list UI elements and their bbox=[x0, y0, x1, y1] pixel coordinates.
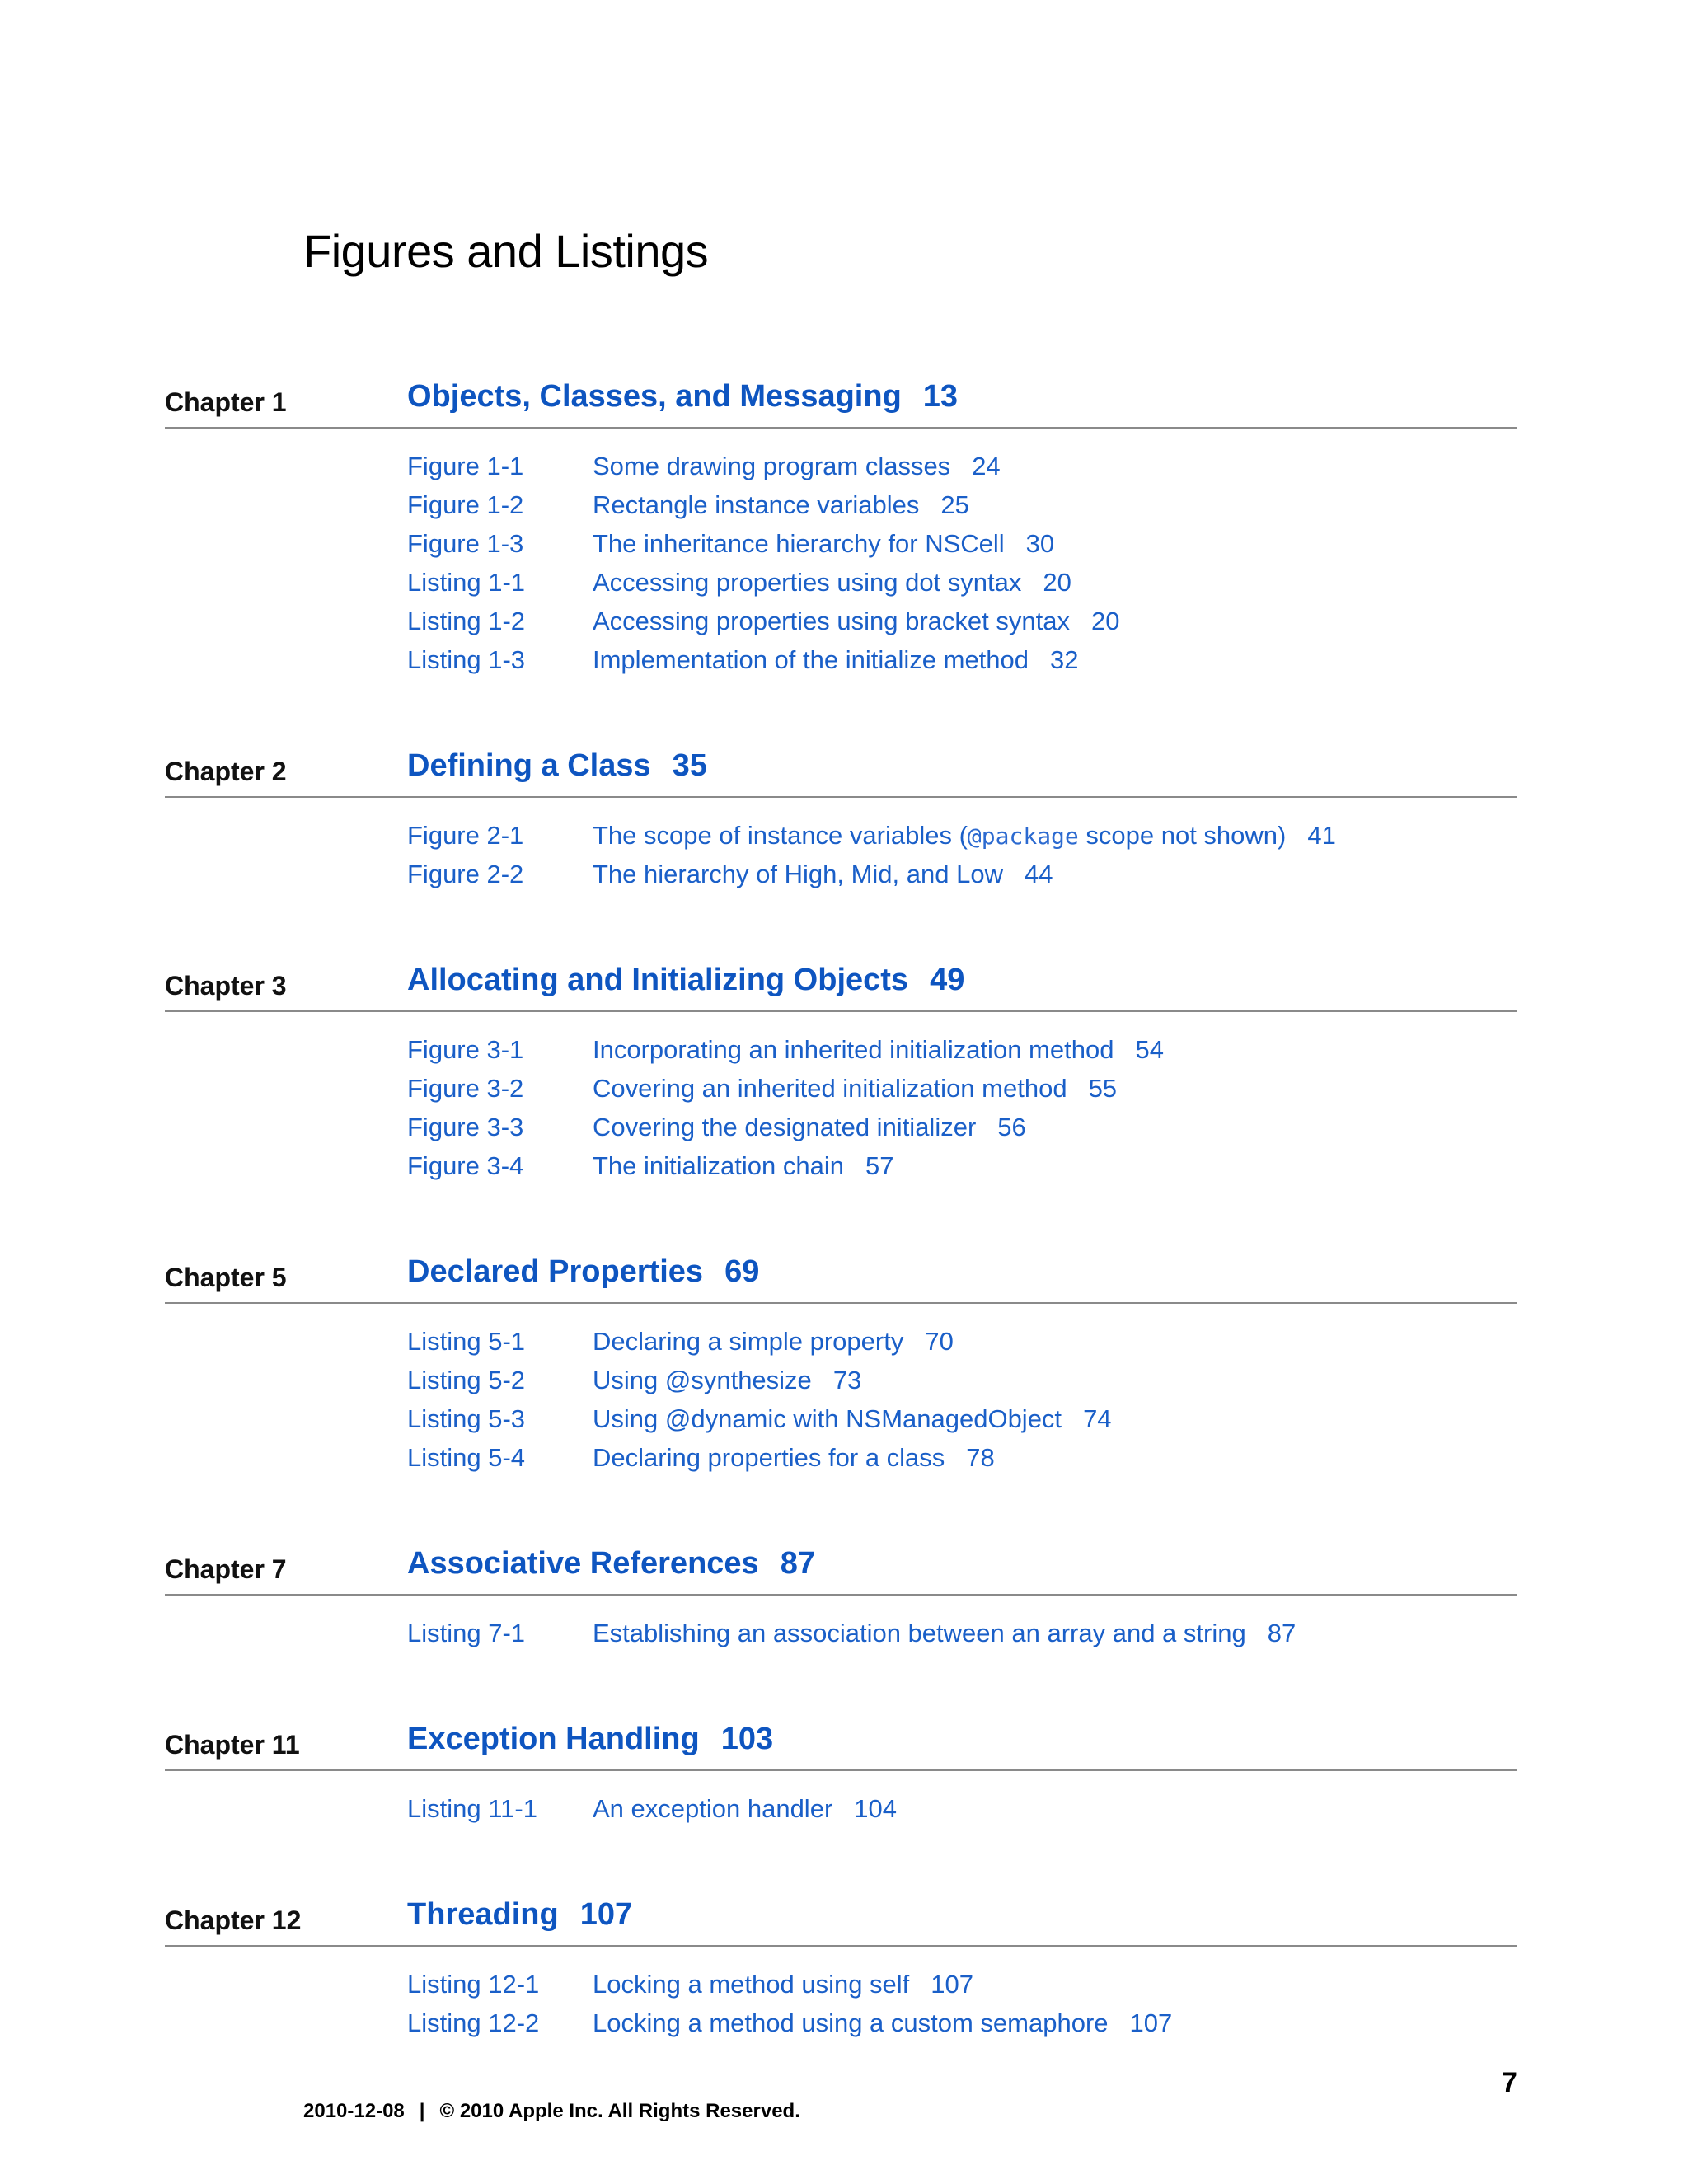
chapter-title-link[interactable] bbox=[407, 963, 964, 998]
footer-separator: | bbox=[419, 2100, 425, 2122]
code-keyword: @package bbox=[967, 823, 1079, 850]
chapter-section bbox=[165, 747, 1517, 961]
chapter-title: Exception Handling bbox=[407, 1722, 700, 1756]
chapter-label: Chapter 1 bbox=[165, 387, 287, 417]
chapter-section bbox=[165, 1544, 1517, 1720]
chapter-title-link[interactable] bbox=[407, 1897, 632, 1933]
entry-title: Establishing an association between an array and a string 87 bbox=[593, 1619, 1296, 1647]
chapter-section bbox=[165, 961, 1517, 1253]
footer-copyright: © 2010 Apple Inc. All Rights Reserved. bbox=[439, 2100, 800, 2122]
chapter-header bbox=[165, 747, 1517, 798]
chapter-title: Declared Properties bbox=[407, 1254, 704, 1289]
entry-list bbox=[165, 1771, 1517, 1833]
entry-page-number: 87 bbox=[1267, 1619, 1296, 1647]
chapter-title-link[interactable] bbox=[407, 1254, 759, 1290]
entry-label: Figure 3-2 bbox=[407, 1074, 524, 1103]
chapter-page-number: 35 bbox=[672, 748, 707, 783]
entry-list bbox=[165, 1304, 1517, 1482]
entry-label: Listing 1-1 bbox=[407, 568, 526, 597]
entry-page-number: 20 bbox=[1090, 607, 1120, 635]
entry-label: Figure 3-3 bbox=[407, 1113, 524, 1141]
entry-label: Listing 11-1 bbox=[407, 1794, 537, 1823]
entry-link[interactable] bbox=[165, 568, 1517, 607]
entry-title: Covering the designated initializer 56 bbox=[593, 1113, 1026, 1141]
entry-list bbox=[165, 429, 1517, 684]
entry-label: Figure 3-4 bbox=[407, 1151, 524, 1180]
entry-label: Listing 5-3 bbox=[407, 1404, 526, 1433]
page-footer bbox=[303, 2100, 800, 2123]
chapter-label: Chapter 11 bbox=[165, 1730, 300, 1760]
entry-title: The scope of instance variables (@package scope not shown) 41 bbox=[593, 821, 1336, 850]
entry-page-number: 30 bbox=[1025, 529, 1055, 558]
entry-title: An exception handler 104 bbox=[593, 1794, 897, 1823]
chapter-section bbox=[165, 1896, 1517, 2047]
entry-link[interactable] bbox=[165, 1619, 1517, 1657]
entry-list bbox=[165, 1947, 1517, 2047]
entry-link[interactable] bbox=[165, 452, 1517, 490]
entry-page-number: 74 bbox=[1083, 1404, 1112, 1433]
chapter-page-number: 69 bbox=[724, 1254, 760, 1289]
chapters-list bbox=[165, 377, 1517, 2047]
entry-page-number: 56 bbox=[997, 1113, 1026, 1141]
chapter-title: Threading bbox=[407, 1897, 559, 1932]
entry-title: The inheritance hierarchy for NSCell 30 bbox=[593, 529, 1055, 558]
entry-title: Incorporating an inherited initialization method 54 bbox=[593, 1035, 1164, 1064]
entry-title: Some drawing program classes 24 bbox=[593, 452, 1001, 480]
entry-label: Figure 3-1 bbox=[407, 1035, 524, 1064]
entry-link[interactable] bbox=[165, 1151, 1517, 1190]
chapter-page-number: 49 bbox=[930, 963, 965, 997]
entry-link[interactable] bbox=[165, 1443, 1517, 1482]
page-number: 7 bbox=[1502, 2067, 1517, 2098]
entry-page-number: 70 bbox=[925, 1327, 954, 1356]
chapter-title: Objects, Classes, and Messaging bbox=[407, 379, 902, 414]
entry-title: Locking a method using self 107 bbox=[593, 1970, 974, 1999]
entry-page-number: 41 bbox=[1307, 821, 1336, 850]
entry-title: The initialization chain 57 bbox=[593, 1151, 894, 1180]
entry-page-number: 32 bbox=[1050, 645, 1079, 674]
entry-list bbox=[165, 1596, 1517, 1657]
entry-label: Figure 1-1 bbox=[407, 452, 524, 480]
entry-page-number: 104 bbox=[854, 1794, 897, 1823]
entry-title: Implementation of the initialize method 32 bbox=[593, 645, 1079, 674]
entry-label: Listing 1-2 bbox=[407, 607, 526, 635]
entry-page-number: 55 bbox=[1088, 1074, 1118, 1103]
chapter-title-link[interactable] bbox=[407, 1722, 773, 1757]
entry-link[interactable] bbox=[165, 1366, 1517, 1404]
entry-page-number: 78 bbox=[966, 1443, 995, 1472]
entry-label: Listing 7-1 bbox=[407, 1619, 526, 1647]
chapter-section bbox=[165, 1720, 1517, 1896]
chapter-header bbox=[165, 1720, 1517, 1771]
entry-link[interactable] bbox=[165, 1035, 1517, 1074]
entry-link[interactable] bbox=[165, 2008, 1517, 2047]
entry-page-number: 107 bbox=[1129, 2008, 1173, 2037]
entry-page-number: 73 bbox=[832, 1366, 862, 1394]
chapter-label: Chapter 5 bbox=[165, 1263, 287, 1292]
entry-link[interactable] bbox=[165, 821, 1517, 860]
entry-label: Listing 5-2 bbox=[407, 1366, 526, 1394]
entry-list bbox=[165, 1012, 1517, 1190]
chapter-label: Chapter 7 bbox=[165, 1554, 287, 1584]
entry-label: Listing 12-1 bbox=[407, 1970, 540, 1999]
entry-link[interactable] bbox=[165, 1404, 1517, 1443]
chapter-header bbox=[165, 961, 1517, 1012]
chapter-header bbox=[165, 1544, 1517, 1596]
entry-label: Figure 1-2 bbox=[407, 490, 524, 519]
chapter-section bbox=[165, 377, 1517, 747]
entry-title: Rectangle instance variables 25 bbox=[593, 490, 969, 519]
chapter-section bbox=[165, 1253, 1517, 1544]
entry-label: Figure 1-3 bbox=[407, 529, 524, 558]
entry-page-number: 44 bbox=[1024, 860, 1053, 888]
entry-title: Covering an inherited initialization method 55 bbox=[593, 1074, 1118, 1103]
entry-label: Listing 1-3 bbox=[407, 645, 526, 674]
chapter-title-link[interactable] bbox=[407, 1546, 815, 1582]
chapter-title: Defining a Class bbox=[407, 748, 651, 783]
entry-title: Declaring a simple property 70 bbox=[593, 1327, 954, 1356]
chapter-title-link[interactable] bbox=[407, 379, 958, 415]
entry-page-number: 20 bbox=[1043, 568, 1071, 597]
chapter-label: Chapter 12 bbox=[165, 1905, 302, 1935]
entry-page-number: 25 bbox=[940, 490, 969, 519]
entry-title: Accessing properties using bracket syntax 20 bbox=[593, 607, 1120, 635]
chapter-page-number: 87 bbox=[780, 1546, 815, 1581]
chapter-header bbox=[165, 1896, 1517, 1947]
chapter-header bbox=[165, 377, 1517, 429]
chapter-page-number: 103 bbox=[720, 1722, 774, 1756]
chapter-label: Chapter 2 bbox=[165, 757, 287, 786]
entry-link[interactable] bbox=[165, 490, 1517, 529]
entry-page-number: 54 bbox=[1135, 1035, 1164, 1064]
entry-label: Listing 5-1 bbox=[407, 1327, 526, 1356]
entry-title: Accessing properties using dot syntax 20 bbox=[593, 568, 1071, 597]
entry-link[interactable] bbox=[165, 860, 1517, 898]
entry-link[interactable] bbox=[165, 1794, 1517, 1833]
chapter-title: Allocating and Initializing Objects bbox=[407, 963, 909, 997]
entry-page-number: 24 bbox=[972, 452, 1001, 480]
entry-title: The hierarchy of High, Mid, and Low 44 bbox=[593, 860, 1053, 888]
chapter-label: Chapter 3 bbox=[165, 971, 287, 1001]
entry-link[interactable] bbox=[165, 1970, 1517, 2008]
entry-label: Figure 2-2 bbox=[407, 860, 524, 888]
footer-date: 2010-12-08 bbox=[303, 2100, 405, 2122]
entry-link[interactable] bbox=[165, 1327, 1517, 1366]
entry-link[interactable] bbox=[165, 529, 1517, 568]
chapter-title-link[interactable] bbox=[407, 748, 707, 784]
chapter-page-number: 13 bbox=[922, 379, 959, 414]
entry-link[interactable] bbox=[165, 607, 1517, 645]
chapter-page-number: 107 bbox=[579, 1897, 633, 1932]
entry-label: Listing 12-2 bbox=[407, 2008, 540, 2037]
entry-title: Declaring properties for a class 78 bbox=[593, 1443, 995, 1472]
entry-page-number: 107 bbox=[931, 1970, 974, 1999]
entry-title: Using @synthesize 73 bbox=[593, 1366, 862, 1394]
entry-label: Figure 2-1 bbox=[407, 821, 524, 850]
entry-title: Using @dynamic with NSManagedObject 74 bbox=[593, 1404, 1112, 1433]
chapter-header bbox=[165, 1253, 1517, 1304]
entry-label: Listing 5-4 bbox=[407, 1443, 526, 1472]
entry-page-number: 57 bbox=[865, 1151, 894, 1180]
entry-link[interactable] bbox=[165, 645, 1517, 684]
chapter-title: Associative References bbox=[407, 1546, 759, 1581]
entry-list bbox=[165, 798, 1517, 898]
entry-link[interactable] bbox=[165, 1074, 1517, 1113]
entry-title: Locking a method using a custom semaphore 107 bbox=[593, 2008, 1173, 2037]
page-title: Figures and Listings bbox=[303, 225, 709, 277]
entry-link[interactable] bbox=[165, 1113, 1517, 1151]
